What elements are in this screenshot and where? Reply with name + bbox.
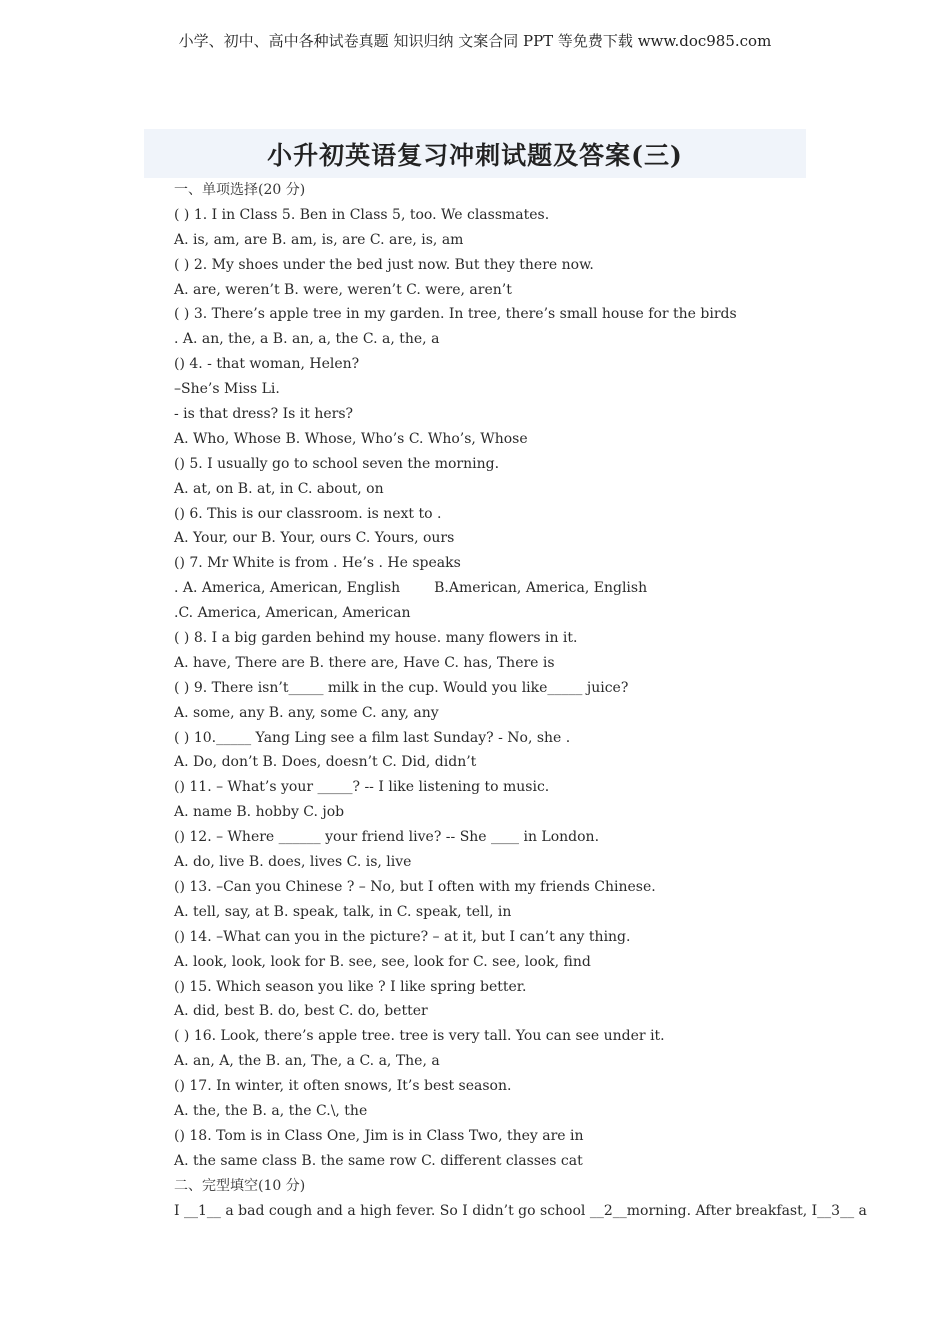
text-line: A. an, A, the B. an, The, a C. a, The, a	[174, 1053, 440, 1070]
text-line: A. is, am, are B. am, is, are C. are, is, am	[174, 231, 464, 248]
text-line: A. look, look, look for B. see, see, look for C. see, look, find	[174, 953, 591, 970]
text-line: A. Your, our B. Your, ours C. Yours, ours	[174, 530, 455, 547]
text-line: () 12. – Where ______ your friend live? -- She ____ in London.	[174, 829, 600, 846]
text-line: ( ) 2. My shoes under the bed just now. But they there now.	[174, 256, 594, 273]
document-title: 小升初英语复习冲刺试题及答案(三)	[267, 141, 683, 170]
text-line: () 17. In winter, it often snows, It’s best season.	[174, 1078, 512, 1095]
text-line: I __1__ a bad cough and a high fever. So I didn’t go school __2__morning. After breakfast, I__3__ a	[174, 1202, 867, 1219]
section-heading: 二、完型填空(10 分)	[174, 1177, 306, 1194]
text-line: ( ) 9. There isn’t_____ milk in the cup. Would you like_____ juice?	[174, 679, 629, 696]
text-line: () 4. - that woman, Helen?	[174, 356, 360, 373]
text-line: A. some, any B. any, some C. any, any	[174, 704, 439, 721]
text-line: A. name B. hobby C. job	[174, 804, 345, 821]
text-line: () 5. I usually go to school seven the morning.	[174, 455, 500, 472]
question-option-line	[174, 576, 814, 601]
text-line: A. the, the B. a, the C.\, the	[174, 1102, 368, 1119]
text-line: ( ) 16. Look, there’s apple tree. tree is very tall. You can see under it.	[174, 1028, 665, 1045]
text-line: –She’s Miss Li.	[174, 381, 280, 398]
text-line: () 7. Mr White is from . He’s . He speaks	[174, 555, 461, 572]
text-line: A. have, There are B. there are, Have C. has, There is	[174, 654, 555, 671]
text-line: .C. America, American, American	[174, 605, 411, 622]
text-line: () 15. Which season you like ? I like spring better.	[174, 978, 527, 995]
text-line: () 11. – What’s your _____? -- I like listening to music.	[174, 779, 550, 796]
text-line: . A. an, the, a B. an, a, the C. a, the, a	[174, 331, 440, 348]
text-line: A. did, best B. do, best C. do, better	[174, 1003, 428, 1020]
page-header: 小学、初中、高中各种试卷真题 知识归纳 文案合同 PPT 等免费下载 www.doc985.com	[178, 32, 772, 50]
text-line: () 18. Tom is in Class One, Jim is in Class Two, they are in	[174, 1127, 584, 1144]
text-line: A. the same class B. the same row C. different classes cat	[174, 1152, 583, 1169]
text-line: () 13. –Can you Chinese ? – No, but I often with my friends Chinese.	[174, 878, 656, 895]
document-body	[174, 178, 867, 1223]
section-heading: 一、单项选择(20 分)	[174, 182, 306, 198]
text-line: () 14. –What can you in the picture? – at it, but I can’t any thing.	[174, 928, 631, 945]
text-line: () 6. This is our classroom. is next to .	[174, 505, 442, 522]
option-segment: B.American, America, English	[434, 580, 648, 597]
text-line: A. tell, say, at B. speak, talk, in C. speak, tell, in	[174, 903, 512, 920]
text-line: ( ) 3. There’s apple tree in my garden. In tree, there’s small house for the birds	[174, 306, 737, 323]
text-line: A. Who, Whose B. Whose, Who’s C. Who’s, Whose	[174, 430, 528, 447]
text-line: ( ) 10._____ Yang Ling see a film last Sunday? - No, she .	[174, 729, 571, 746]
text-line: A. Do, don’t B. Does, doesn’t C. Did, didn’t	[174, 754, 477, 771]
text-line: - is that dress? Is it hers?	[174, 406, 354, 423]
text-line: A. do, live B. does, lives C. is, live	[174, 854, 412, 871]
text-line: ( ) 1. I in Class 5. Ben in Class 5, too. We classmates.	[174, 206, 550, 223]
text-line: A. are, weren’t B. were, weren’t C. were, aren’t	[174, 281, 512, 298]
text-line: A. at, on B. at, in C. about, on	[174, 480, 384, 497]
text-line: ( ) 8. I a big garden behind my house. many flowers in it.	[174, 630, 578, 647]
option-segment: . A. America, American, English	[174, 580, 401, 597]
